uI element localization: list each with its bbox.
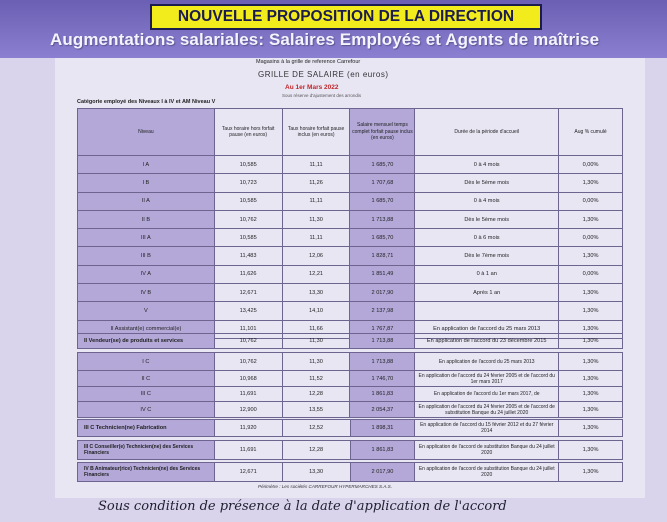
cell-hors: 11,483: [214, 247, 282, 265]
cell-hors: 10,585: [214, 156, 282, 174]
cell-salaire: 1 713,88: [350, 210, 415, 228]
cell-aug: 1,30%: [559, 441, 623, 460]
table-row: [78, 192, 623, 210]
cell-niveau: IV B: [78, 284, 215, 302]
table-row: [78, 265, 623, 283]
cell-inclus: 13,55: [282, 402, 350, 418]
cell-aug: 1,30%: [559, 174, 623, 192]
cell-inclus: 11,30: [282, 210, 350, 228]
table-row: [78, 371, 623, 387]
cell-duree: [415, 302, 559, 320]
cell-hors: 11,691: [214, 441, 282, 460]
cell-hors: 10,762: [214, 353, 282, 371]
cell-niveau: IV B Animateur(rice) Technicien(ne) des Services Financiers: [78, 463, 215, 482]
grille-title: GRILLE DE SALAIRE (en euros): [258, 70, 389, 79]
cell-inclus: 12,52: [282, 420, 350, 437]
cell-salaire: 2 017,90: [350, 463, 415, 482]
cell-niveau: II C: [78, 371, 215, 387]
cell-salaire: 2 137,98: [350, 302, 415, 320]
cell-aug: 0,00%: [559, 192, 623, 210]
cell-hors: 10,762: [214, 210, 282, 228]
table-row: [78, 210, 623, 228]
effective-date: Au 1er Mars 2022: [285, 84, 339, 91]
cell-aug: 1,30%: [559, 402, 623, 418]
header-niveau: Niveau: [78, 109, 215, 156]
cell-duree: En application de l'accord du 24 février 2005 et de l'accord de substitution Banque du 24 juillet 2020: [415, 402, 559, 418]
table-row: [78, 156, 623, 174]
magasins-caption: Magasins à la grille de reference Carrefour: [256, 59, 361, 65]
cell-aug: 1,30%: [559, 284, 623, 302]
banner-title: NOUVELLE PROPOSITION DE LA DIRECTION: [150, 4, 542, 30]
cell-inclus: 12,28: [282, 441, 350, 460]
salary-grid-main: [77, 108, 623, 339]
cell-salaire: 1 861,83: [350, 441, 415, 460]
table-row: [78, 420, 623, 437]
fabrication-table: [77, 419, 623, 437]
cell-salaire: 1 828,71: [350, 247, 415, 265]
cell-niveau: III C Conseiller(e) Technicien(ne) des Services Financiers: [78, 441, 215, 460]
cell-salaire: 1 713,88: [350, 353, 415, 371]
cell-niveau: II B: [78, 210, 215, 228]
table-row: [78, 284, 623, 302]
cell-aug: 1,30%: [559, 353, 623, 371]
cell-duree: En application de l'accord du 23 décembre 2015: [415, 334, 559, 349]
cell-niveau: II A: [78, 192, 215, 210]
cell-duree: En application de l'accord du 25 mars 2013: [415, 320, 559, 338]
table-row: [78, 353, 623, 371]
cell-aug: 0,00%: [559, 156, 623, 174]
cell-duree: Dès le 5ème mois: [415, 210, 559, 228]
cell-duree: 0 à 4 mois: [415, 156, 559, 174]
cell-salaire: 1 767,87: [350, 320, 415, 338]
cell-aug: 1,30%: [559, 387, 623, 402]
table-row: [78, 247, 623, 265]
cell-duree: En application de l'accord de substitution Banque du 24 juillet 2020: [415, 463, 559, 482]
cell-aug: 1,30%: [559, 334, 623, 349]
cell-inclus: 12,21: [282, 265, 350, 283]
categorie-label: Catégorie employé des Niveaux I à IV et AM Niveau V: [77, 99, 216, 105]
c-levels-table: [77, 352, 623, 418]
cell-inclus: 11,11: [282, 229, 350, 247]
cell-hors: 12,671: [214, 463, 282, 482]
cell-salaire: 1 898,31: [350, 420, 415, 437]
cell-inclus: 11,30: [282, 334, 350, 349]
header-taux-hors: Taux horaire hors forfait pause (en euros): [214, 109, 282, 156]
cell-salaire: 1 685,70: [350, 192, 415, 210]
condition-note: Sous condition de présence à la date d'application de l'accord: [98, 499, 507, 514]
cell-duree: En application de l'accord du 15 février 2012 et du 27 février 2014: [415, 420, 559, 437]
cell-niveau: I C: [78, 353, 215, 371]
cell-hors: 12,671: [214, 284, 282, 302]
cell-duree: En application de l'accord de substitution Banque du 24 juillet 2020: [415, 441, 559, 460]
cell-aug: 1,30%: [559, 371, 623, 387]
header-taux-inclus: Taux horaire forfait pause inclus (en euros): [282, 109, 350, 156]
cell-aug: 1,30%: [559, 302, 623, 320]
cell-duree: En application de l'accord du 25 mars 2013: [415, 353, 559, 371]
header-duree: Durée de la période d'accueil: [415, 109, 559, 156]
cell-salaire: 1 861,83: [350, 387, 415, 402]
cell-salaire: 1 685,70: [350, 156, 415, 174]
table-row: [78, 229, 623, 247]
cell-niveau: III C: [78, 387, 215, 402]
table-row: [78, 441, 623, 460]
cell-niveau: I A: [78, 156, 215, 174]
header-salaire: Salaire mensuel temps complet forfait pause inclus (en euros): [350, 109, 415, 156]
cell-inclus: 13,30: [282, 463, 350, 482]
header-row: [78, 109, 623, 156]
cell-salaire: 2 054,37: [350, 402, 415, 418]
cell-niveau: III A: [78, 229, 215, 247]
cell-salaire: 1 851,49: [350, 265, 415, 283]
cell-niveau: III C Technicien(ne) Fabrication: [78, 420, 215, 437]
cell-aug: 0,00%: [559, 265, 623, 283]
cell-niveau: IV A: [78, 265, 215, 283]
cell-inclus: 13,30: [282, 284, 350, 302]
table-row: [78, 302, 623, 320]
cell-duree: En application de l'accord du 1er mars 2017, de: [415, 387, 559, 402]
cell-inclus: 11,66: [282, 320, 350, 338]
perimetre-footnote: Périmètre : Les sociétés CARREFOUR HYPERMARCHES S.A.S.: [258, 484, 393, 489]
cell-duree: 0 à 1 an: [415, 265, 559, 283]
cell-niveau: IV C: [78, 402, 215, 418]
cell-aug: 1,30%: [559, 247, 623, 265]
cell-duree: Après 1 an: [415, 284, 559, 302]
cell-hors: 11,920: [214, 420, 282, 437]
cell-aug: 0,00%: [559, 229, 623, 247]
cell-aug: 1,30%: [559, 320, 623, 338]
cell-inclus: 14,10: [282, 302, 350, 320]
cell-hors: 10,585: [214, 192, 282, 210]
cell-hors: 10,723: [214, 174, 282, 192]
cell-hors: 11,691: [214, 387, 282, 402]
cell-hors: 10,762: [214, 334, 282, 349]
cell-niveau: V: [78, 302, 215, 320]
cell-salaire: 1 707,68: [350, 174, 415, 192]
slide-subtitle: Augmentations salariales: Salaires Employés et Agents de maîtrise: [50, 30, 600, 49]
conseiller-table: [77, 440, 623, 460]
cell-duree: Dès le 5ème mois: [415, 174, 559, 192]
table-row: [78, 334, 623, 349]
cell-inclus: 12,28: [282, 387, 350, 402]
cell-aug: 1,30%: [559, 420, 623, 437]
cell-inclus: 12,06: [282, 247, 350, 265]
cell-duree: 0 à 6 mois: [415, 229, 559, 247]
cell-salaire: 1 746,70: [350, 371, 415, 387]
cell-salaire: 1 713,88: [350, 334, 415, 349]
cell-aug: 1,30%: [559, 463, 623, 482]
header-aug: Aug % cumulé: [559, 109, 623, 156]
table-row: [78, 402, 623, 418]
table-row: [78, 387, 623, 402]
cell-hors: 10,585: [214, 229, 282, 247]
table-row: [78, 174, 623, 192]
cell-inclus: 11,52: [282, 371, 350, 387]
cell-salaire: 2 017,90: [350, 284, 415, 302]
vendeur-table: [77, 333, 623, 349]
cell-niveau: III B: [78, 247, 215, 265]
cell-niveau: II Assistant(e) commercial(e): [78, 320, 215, 338]
cell-niveau: II Vendeur(se) de produits et services: [78, 334, 215, 349]
cell-hors: 10,968: [214, 371, 282, 387]
table-row: [78, 463, 623, 482]
cell-duree: En application de l'accord du 24 février 2005 et de l'accord du 1er mars 2017: [415, 371, 559, 387]
cell-hors: 13,425: [214, 302, 282, 320]
cell-hors: 12,900: [214, 402, 282, 418]
cell-hors: 11,101: [214, 320, 282, 338]
cell-aug: 1,30%: [559, 210, 623, 228]
cell-inclus: 11,26: [282, 174, 350, 192]
cell-inclus: 11,11: [282, 156, 350, 174]
cell-inclus: 11,11: [282, 192, 350, 210]
cell-salaire: 1 685,70: [350, 229, 415, 247]
cell-duree: Dès le 7ème mois: [415, 247, 559, 265]
cell-hors: 11,626: [214, 265, 282, 283]
cell-inclus: 11,30: [282, 353, 350, 371]
animateur-table: [77, 462, 623, 482]
cell-duree: 0 à 4 mois: [415, 192, 559, 210]
reserve-note: Sous réserve d'ajustement des arrondis: [282, 93, 362, 98]
cell-niveau: I B: [78, 174, 215, 192]
